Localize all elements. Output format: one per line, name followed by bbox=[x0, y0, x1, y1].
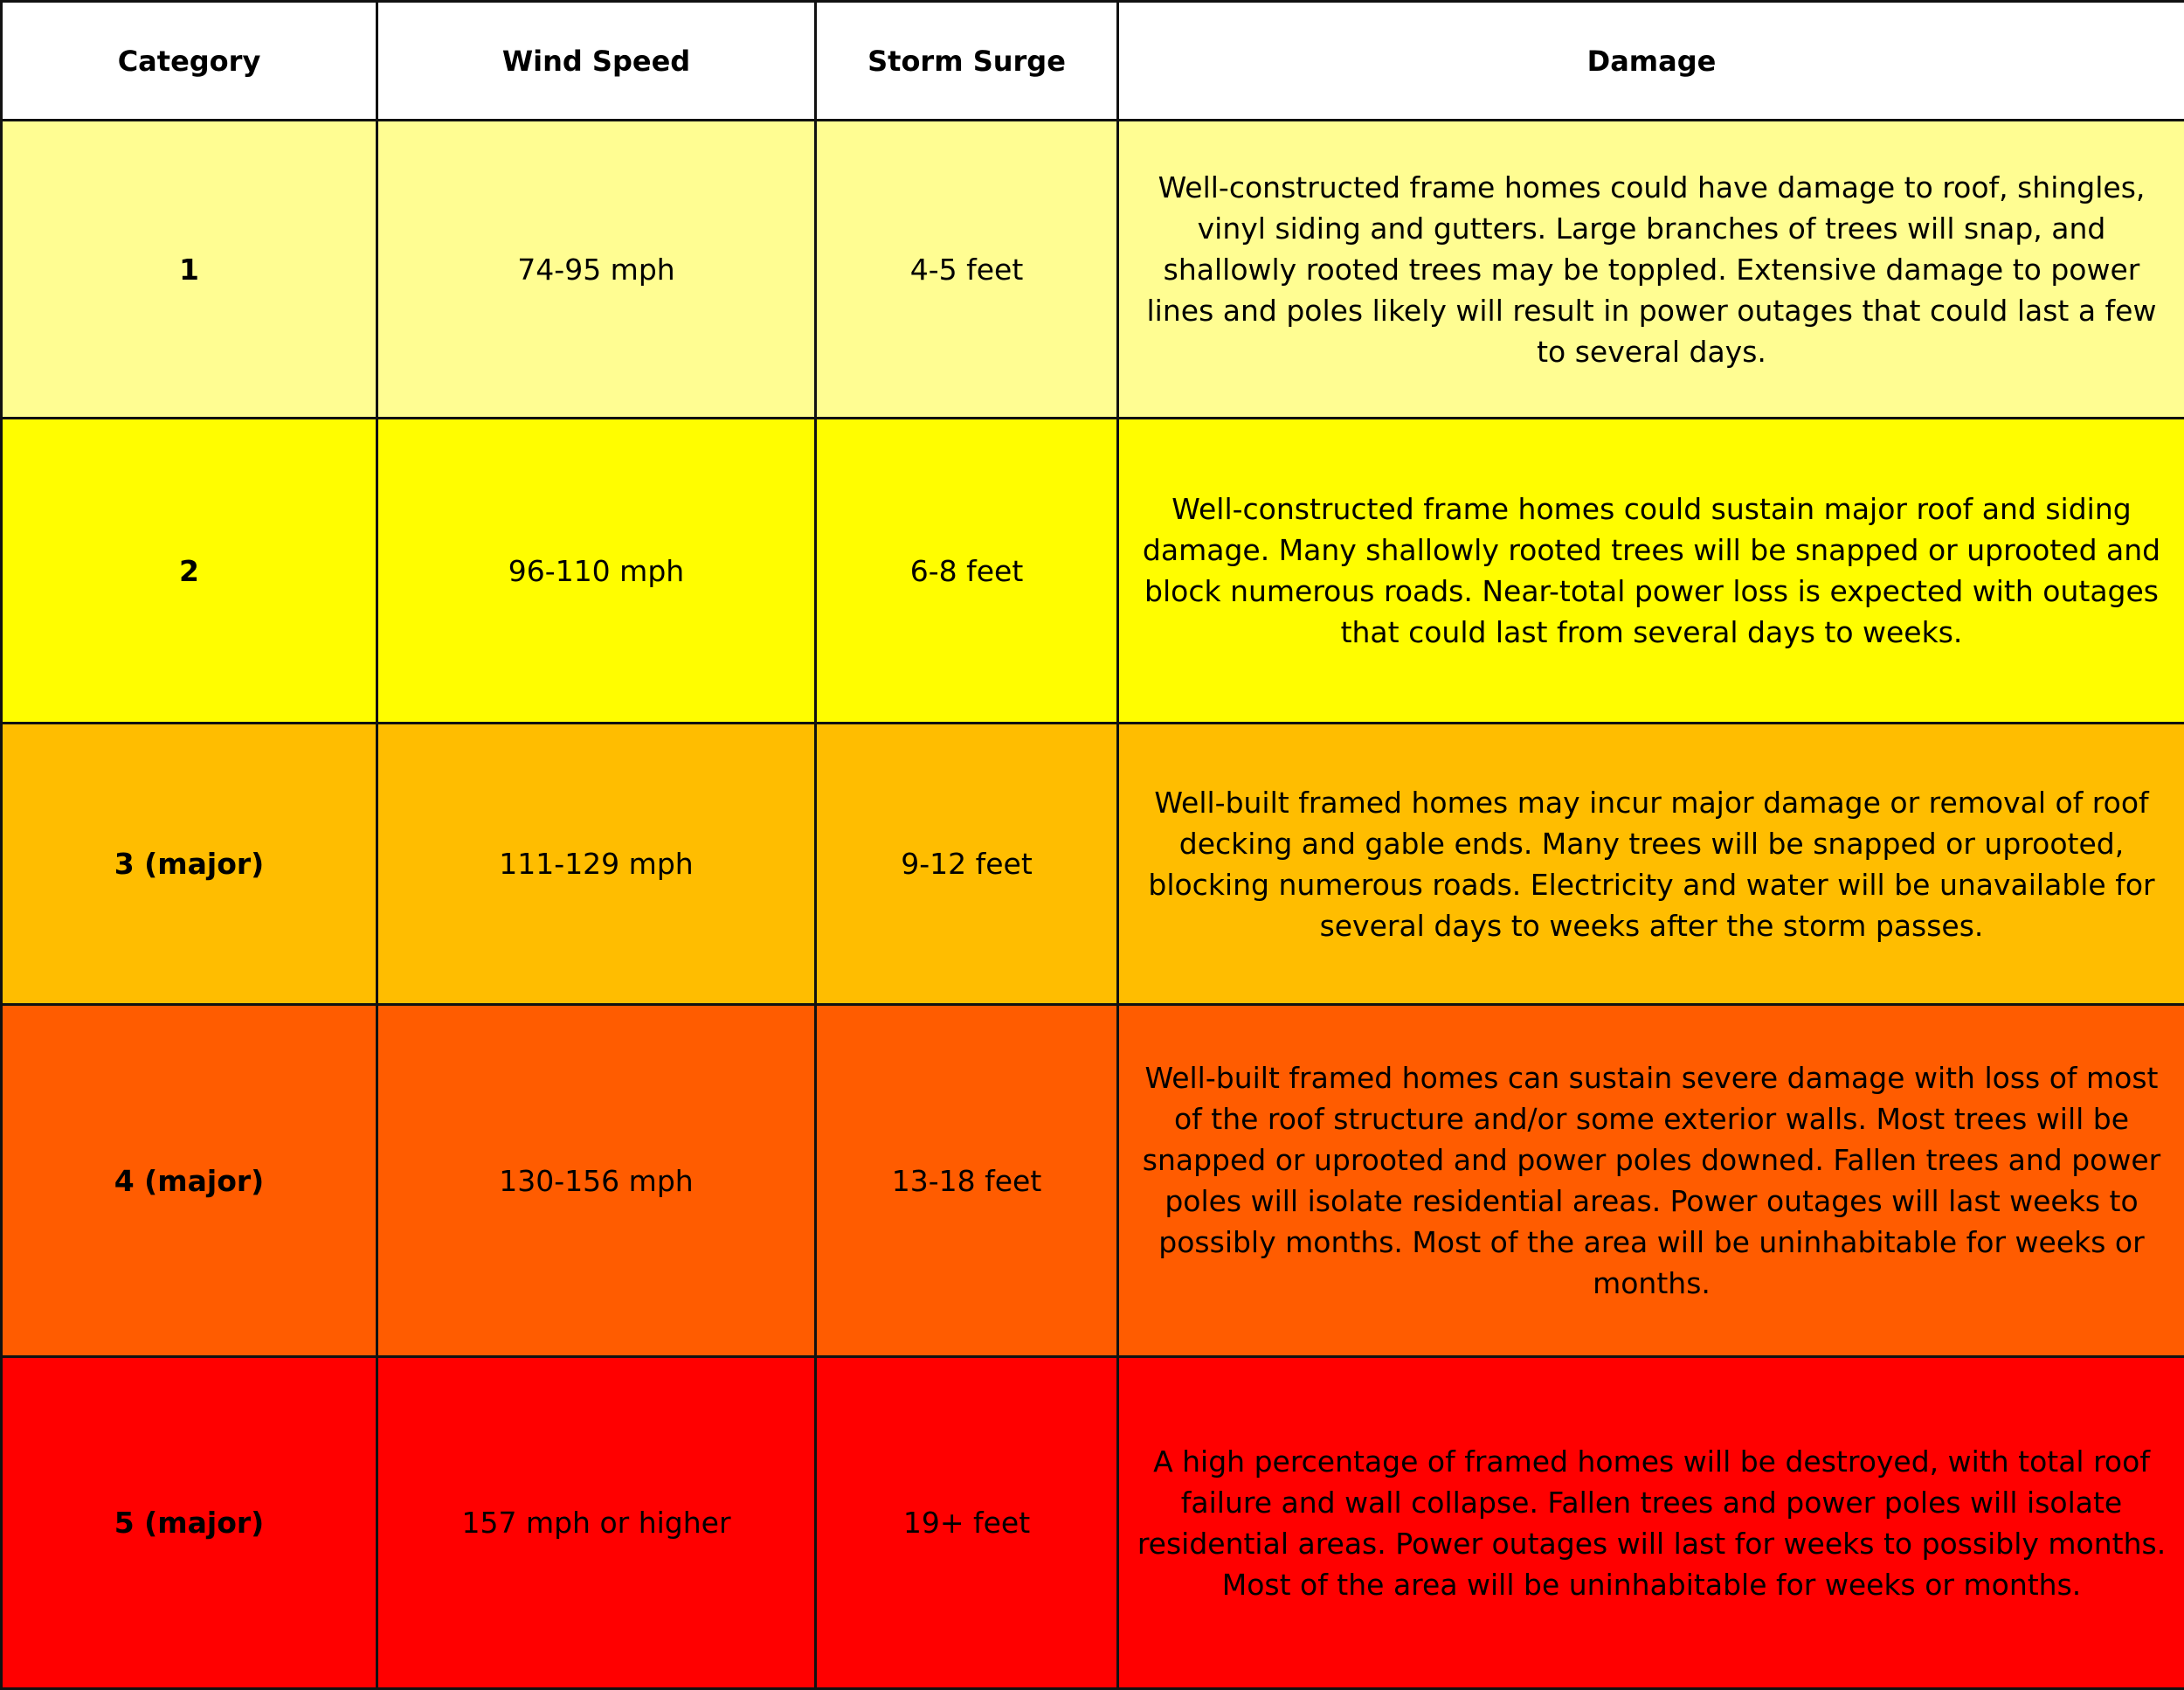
header-damage: Damage bbox=[1118, 2, 2184, 121]
table-row bbox=[2, 419, 2184, 724]
category-cell: 4 (major) bbox=[2, 1005, 377, 1357]
wind-speed-cell: 130-156 mph bbox=[377, 1005, 816, 1357]
damage-cell: Well-built framed homes may incur major damage or removal of roof decking and gable ends. Many trees will be snapped or uprooted, blocking numerous roads. Electricity and water will be unavailable for several days to weeks after the storm passes. bbox=[1118, 724, 2184, 1005]
damage-cell: Well-constructed frame homes could have damage to roof, shingles, vinyl siding and gutters. Large branches of trees will snap, and shallowly rooted trees may be toppled. Extensive damage to power lines and poles likely will result in power outages that could last a few to several days. bbox=[1118, 121, 2184, 419]
table-row bbox=[2, 724, 2184, 1005]
category-cell: 2 bbox=[2, 419, 377, 724]
header-row bbox=[2, 2, 2184, 121]
category-cell: 3 (major) bbox=[2, 724, 377, 1005]
wind-speed-cell: 74-95 mph bbox=[377, 121, 816, 419]
table-row bbox=[2, 1357, 2184, 1689]
wind-speed-cell: 96-110 mph bbox=[377, 419, 816, 724]
damage-cell: A high percentage of framed homes will be destroyed, with total roof failure and wall collapse. Fallen trees and power poles will isolate residential areas. Power outages will last for weeks to possibly months. Most of the area will be uninhabitable for weeks or months. bbox=[1118, 1357, 2184, 1689]
header-category: Category bbox=[2, 2, 377, 121]
storm-surge-cell: 19+ feet bbox=[816, 1357, 1118, 1689]
table-row bbox=[2, 1005, 2184, 1357]
table-row bbox=[2, 121, 2184, 419]
header-wind-speed: Wind Speed bbox=[377, 2, 816, 121]
storm-surge-cell: 4-5 feet bbox=[816, 121, 1118, 419]
storm-surge-cell: 9-12 feet bbox=[816, 724, 1118, 1005]
wind-speed-cell: 157 mph or higher bbox=[377, 1357, 816, 1689]
header-storm-surge: Storm Surge bbox=[816, 2, 1118, 121]
damage-cell: Well-built framed homes can sustain severe damage with loss of most of the roof structure and/or some exterior walls. Most trees will be snapped or uprooted and power poles downed. Fallen trees and power poles will isolate residential areas. Power outages will last weeks to possibly months. Most of the area will be uninhabitable for weeks or months. bbox=[1118, 1005, 2184, 1357]
damage-cell: Well-constructed frame homes could sustain major roof and siding damage. Many shallowly rooted trees will be snapped or uprooted and block numerous roads. Near-total power loss is expected with outages that could last from several days to weeks. bbox=[1118, 419, 2184, 724]
storm-surge-cell: 6-8 feet bbox=[816, 419, 1118, 724]
storm-surge-cell: 13-18 feet bbox=[816, 1005, 1118, 1357]
category-cell: 5 (major) bbox=[2, 1357, 377, 1689]
wind-speed-cell: 111-129 mph bbox=[377, 724, 816, 1005]
category-cell: 1 bbox=[2, 121, 377, 419]
